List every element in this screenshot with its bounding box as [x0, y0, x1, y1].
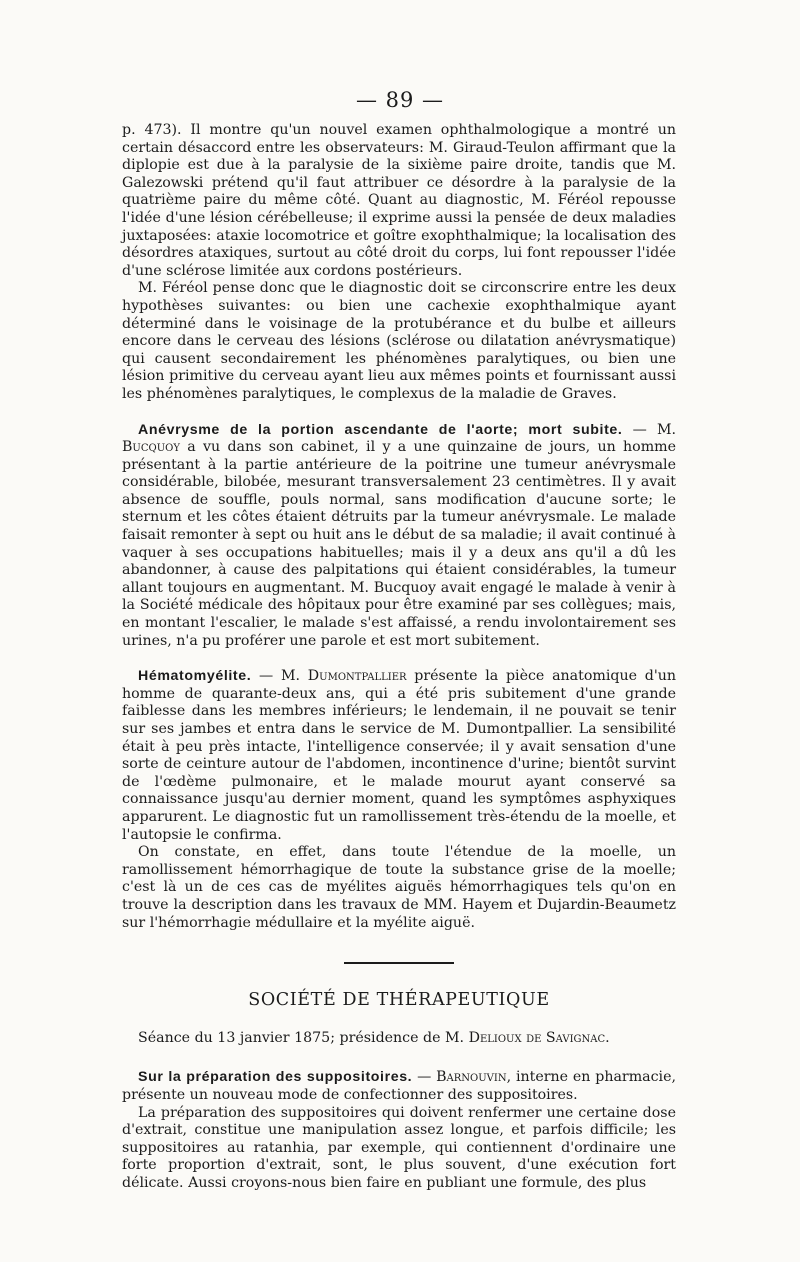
- seance-line: [122, 1030, 676, 1048]
- page-number: — 89 —: [355, 88, 445, 112]
- section-text-suppositoires: , interne en pharmacie, présente un nouveau mode de confectionner des suppositoires.: [122, 1069, 677, 1103]
- paragraph-suppositoires-2: La préparation des suppositoires qui doivent renfermer une certaine dose d'extrait, constitue une manipulation assez longue, et parfois difficile; les suppositoires au ratanhia, par exemple, qui contiennent d'ordinaire une forte proportion d'extrait, sont, le plus souvent, d'une exécution fort délicate. Aussi croyons-nous bien faire en publiant une formule, des plus: [122, 1104, 676, 1191]
- section-aneurysm: [122, 422, 676, 651]
- heading-dash: —: [622, 421, 657, 438]
- author-name-bucquoy: Bucquoy: [122, 439, 180, 456]
- section-heading-hematomyelite: Hématomyélite.: [138, 668, 252, 685]
- author-name-barnouvin: Barnouvin: [436, 1069, 507, 1086]
- section-hematomyelite: [122, 668, 676, 844]
- section-divider: [344, 962, 454, 964]
- author-prefix: M.: [280, 668, 308, 685]
- section-text-hematomyelite: présente la pièce anatomique d'un homme de quarante-deux ans, qui a été pris subitement d'une grande faiblesse dans les membres inférieurs; le lendemain, il ne pouvait se tenir sur ses jambes et entra dans le service de M. Dumontpallier. La sensibilité était à peu près intacte, l'intelligence conservée; il y avait sensation d'une sorte de ceinture autour de l'abdomen, incontinence d'urine; bientôt survint de l'œdème pulmonaire, et le malade mourut ayant conservé sa connaissance jusqu'au dernier moment, quand les symptômes asphyxiques apparurent. Le diagnostic fut un ramollissement très-étendu de la moelle, et l'autopsie le confirma.: [122, 668, 676, 843]
- heading-dash: —: [412, 1069, 437, 1086]
- paragraph-continuation: p. 473). Il montre qu'un nouvel examen ophthalmologique a montré un certain désaccord entre les observateurs: M. Giraud-Teulon affirmant que la diplopie est due à la paralysie de la sixième paire droite, tandis que M. Galezowski prétend qu'il faut attribuer ce désordre à la paralysie de la quatrième paire du même côté. Quant au diagnostic, M. Féréol repousse l'idée d'une lésion cérébelleuse; il exprime aussi la pensée de deux maladies juxtaposées: ataxie locomotrice et goître exophthalmique; la localisation des désordres ataxiques, surtout au côté droit du corps, lui font repousser l'idée d'une sclérose limitée aux cordons postérieurs.: [122, 122, 676, 279]
- paragraph-hematomyelite-2: On constate, en effet, dans toute l'étendue de la moelle, un ramollissement hémorrhagique de toute la substance grise de la moelle; c'est là un de ces cas de myélites aiguës hémorrhagiques tels qu'on en trouve la description dans les travaux de MM. Hayem et Dujardin-Beaumetz sur l'hémorrhagie médullaire et la myélite aiguë.: [122, 844, 676, 931]
- seance-text: Séance du 13 janvier 1875; présidence de M.: [138, 1029, 469, 1046]
- section-heading-aneurysm: Anévrysme de la portion ascendante de l'aorte; mort subite.: [138, 421, 623, 438]
- paragraph-hypotheses: M. Féréol pense donc que le diagnostic doit se circonscrire entre les deux hypothèses suivantes: ou bien une cachexie exophthalmique ayant déterminé dans le voisinage de la protubérance et du bulbe et ailleurs encore dans le cerveau des lésions (sclérose ou dilatation anévrysmatique) qui causent secondairement les phénomènes paralytiques, ou bien une lésion primitive du cerveau ayant lieu aux mêmes points et fournissant aussi les phénomènes paralytiques, le complexus de la maladie de Graves.: [122, 280, 676, 402]
- section-heading-suppositoires: Sur la préparation des suppositoires.: [138, 1069, 413, 1086]
- president-name: Delioux de Savignac: [468, 1029, 606, 1046]
- seance-end: .: [605, 1029, 610, 1046]
- article-body: [122, 122, 676, 1192]
- author-name-dumontpallier: Dumontpallier: [307, 668, 407, 685]
- section-text-aneurysm: a vu dans son cabinet, il y a une quinzaine de jours, un homme présentant à la partie antérieure de la poitrine une tumeur anévrysmale considérable, bilobée, mesurant transversalement 23 centimètres. Il y avait absence de souffle, pouls normal, sans modification d'aucune sorte; le sternum et les côtes étaient détruits par la tumeur anévrysmale. Le malade faisait remonter à sept ou huit ans le début de sa maladie; il avait continué à vaquer à ses occupations habituelles; mais il y a deux ans qu'il a dû les abandonner, à cause des palpitations qui étaient considérables, la tumeur allant toujours en augmentant. M. Bucquoy avait engagé le malade à venir à la Société médicale des hôpitaux pour être examiné par ses collègues; mais, en montant l'escalier, le malade s'est affaissé, a rendu involontairement ses urines, n'a pu proférer une parole et est mort subitement.: [122, 439, 676, 649]
- heading-dash: —: [251, 668, 281, 685]
- section-suppositoires: [122, 1069, 676, 1104]
- society-title: SOCIÉTÉ DE THÉRAPEUTIQUE: [248, 990, 550, 1011]
- author-prefix: M.: [656, 421, 676, 438]
